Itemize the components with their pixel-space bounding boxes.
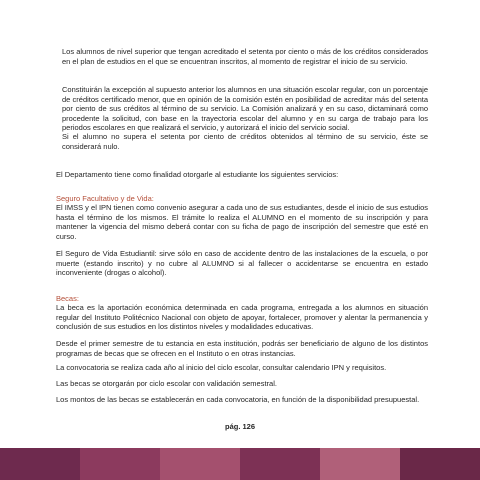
heading-seguro: Seguro Facultativo y de Vida: [56,194,154,203]
bar-segment [160,448,240,480]
paragraph-credits-requirement: Los alumnos de nivel superior que tengan acreditado el setenta por ciento o más de los créditos considerados en el plan de estudios en el que se encuentran inscritos, al momento de registrar el inicio de su servicio. [62,47,428,66]
paragraph-seguro-2: El Seguro de Vida Estudiantil: sirve sólo en caso de accidente dentro de las instalaciones de la escuela, o por muerte (estando inscrito) y no cubre al ALUMNO si al fallecer o accidentarse se encuentra en estado inconveniente (drogas o alcohol). [56,249,428,278]
paragraph-becas-4: Las becas se otorgarán por ciclo escolar con validación semestral. [56,379,277,388]
bar-segment [240,448,320,480]
bar-segment [0,448,80,480]
bar-segment [400,448,480,480]
page-number: pág. 126 [224,422,255,431]
bar-segment [80,448,160,480]
paragraph-seguro-1: El IMSS y el IPN tienen como convenio asegurar a cada uno de sus estudiantes, desde el inicio de sus estudios hasta el término de los mismos. El trámite lo realiza el ALUMNO en el momento de su inscripción y para mantener la vigencia del mismo deberá contar con su ficha de pago de inscripción del semestre que esté en curso. [56,203,428,241]
paragraph-intro: El Departamento tiene como finalidad otorgarle al estudiante los siguientes servicios: [56,170,339,179]
paragraph-exception: Constituirán la excepción al supuesto anterior los alumnos en una situación escolar regular, con un porcentaje de créditos certificado menor, que en opinión de la comisión estén en posibilidad de acreditar más del setenta por ciento de sus créditos al término de su servicio. La Comisión analizará y en su caso, dictaminará como procedente la solicitud, con base en la trayectoria escolar del alumno y en su carga de trabajo para los periodos escolares en que realizará el servicio, y autorizará el inicio del servicio social. [62,85,428,133]
paragraph-nullity: Si el alumno no supera el setenta por ciento de créditos obtenidos al término de su servicio, éste se considerará nulo. [62,132,428,151]
paragraph-becas-1: La beca es la aportación económica determinada en cada programa, entregada a los alumnos en situación regular del Instituto Politécnico Nacional con objeto de apoyar, fortalecer, promover y alentar la permanencia y conclusión de sus estudios en los distintos niveles y modalidades educativas. [56,303,428,332]
footer-color-bar [0,448,480,480]
paragraph-becas-3: La convocatoria se realiza cada año al inicio del ciclo escolar, consultar calendario IPN y requisitos. [56,363,387,372]
paragraph-becas-5: Los montos de las becas se establecerán en cada convocatoria, en función de la disponibilidad presupuestal. [56,395,420,404]
heading-becas: Becas: [56,294,79,303]
bar-segment [320,448,400,480]
paragraph-becas-2: Desde el primer semestre de tu estancia en esta institución, podrás ser beneficiario de alguno de los distintos programas de becas que se ofrecen en el Instituto o en otras instancias. [56,339,428,358]
